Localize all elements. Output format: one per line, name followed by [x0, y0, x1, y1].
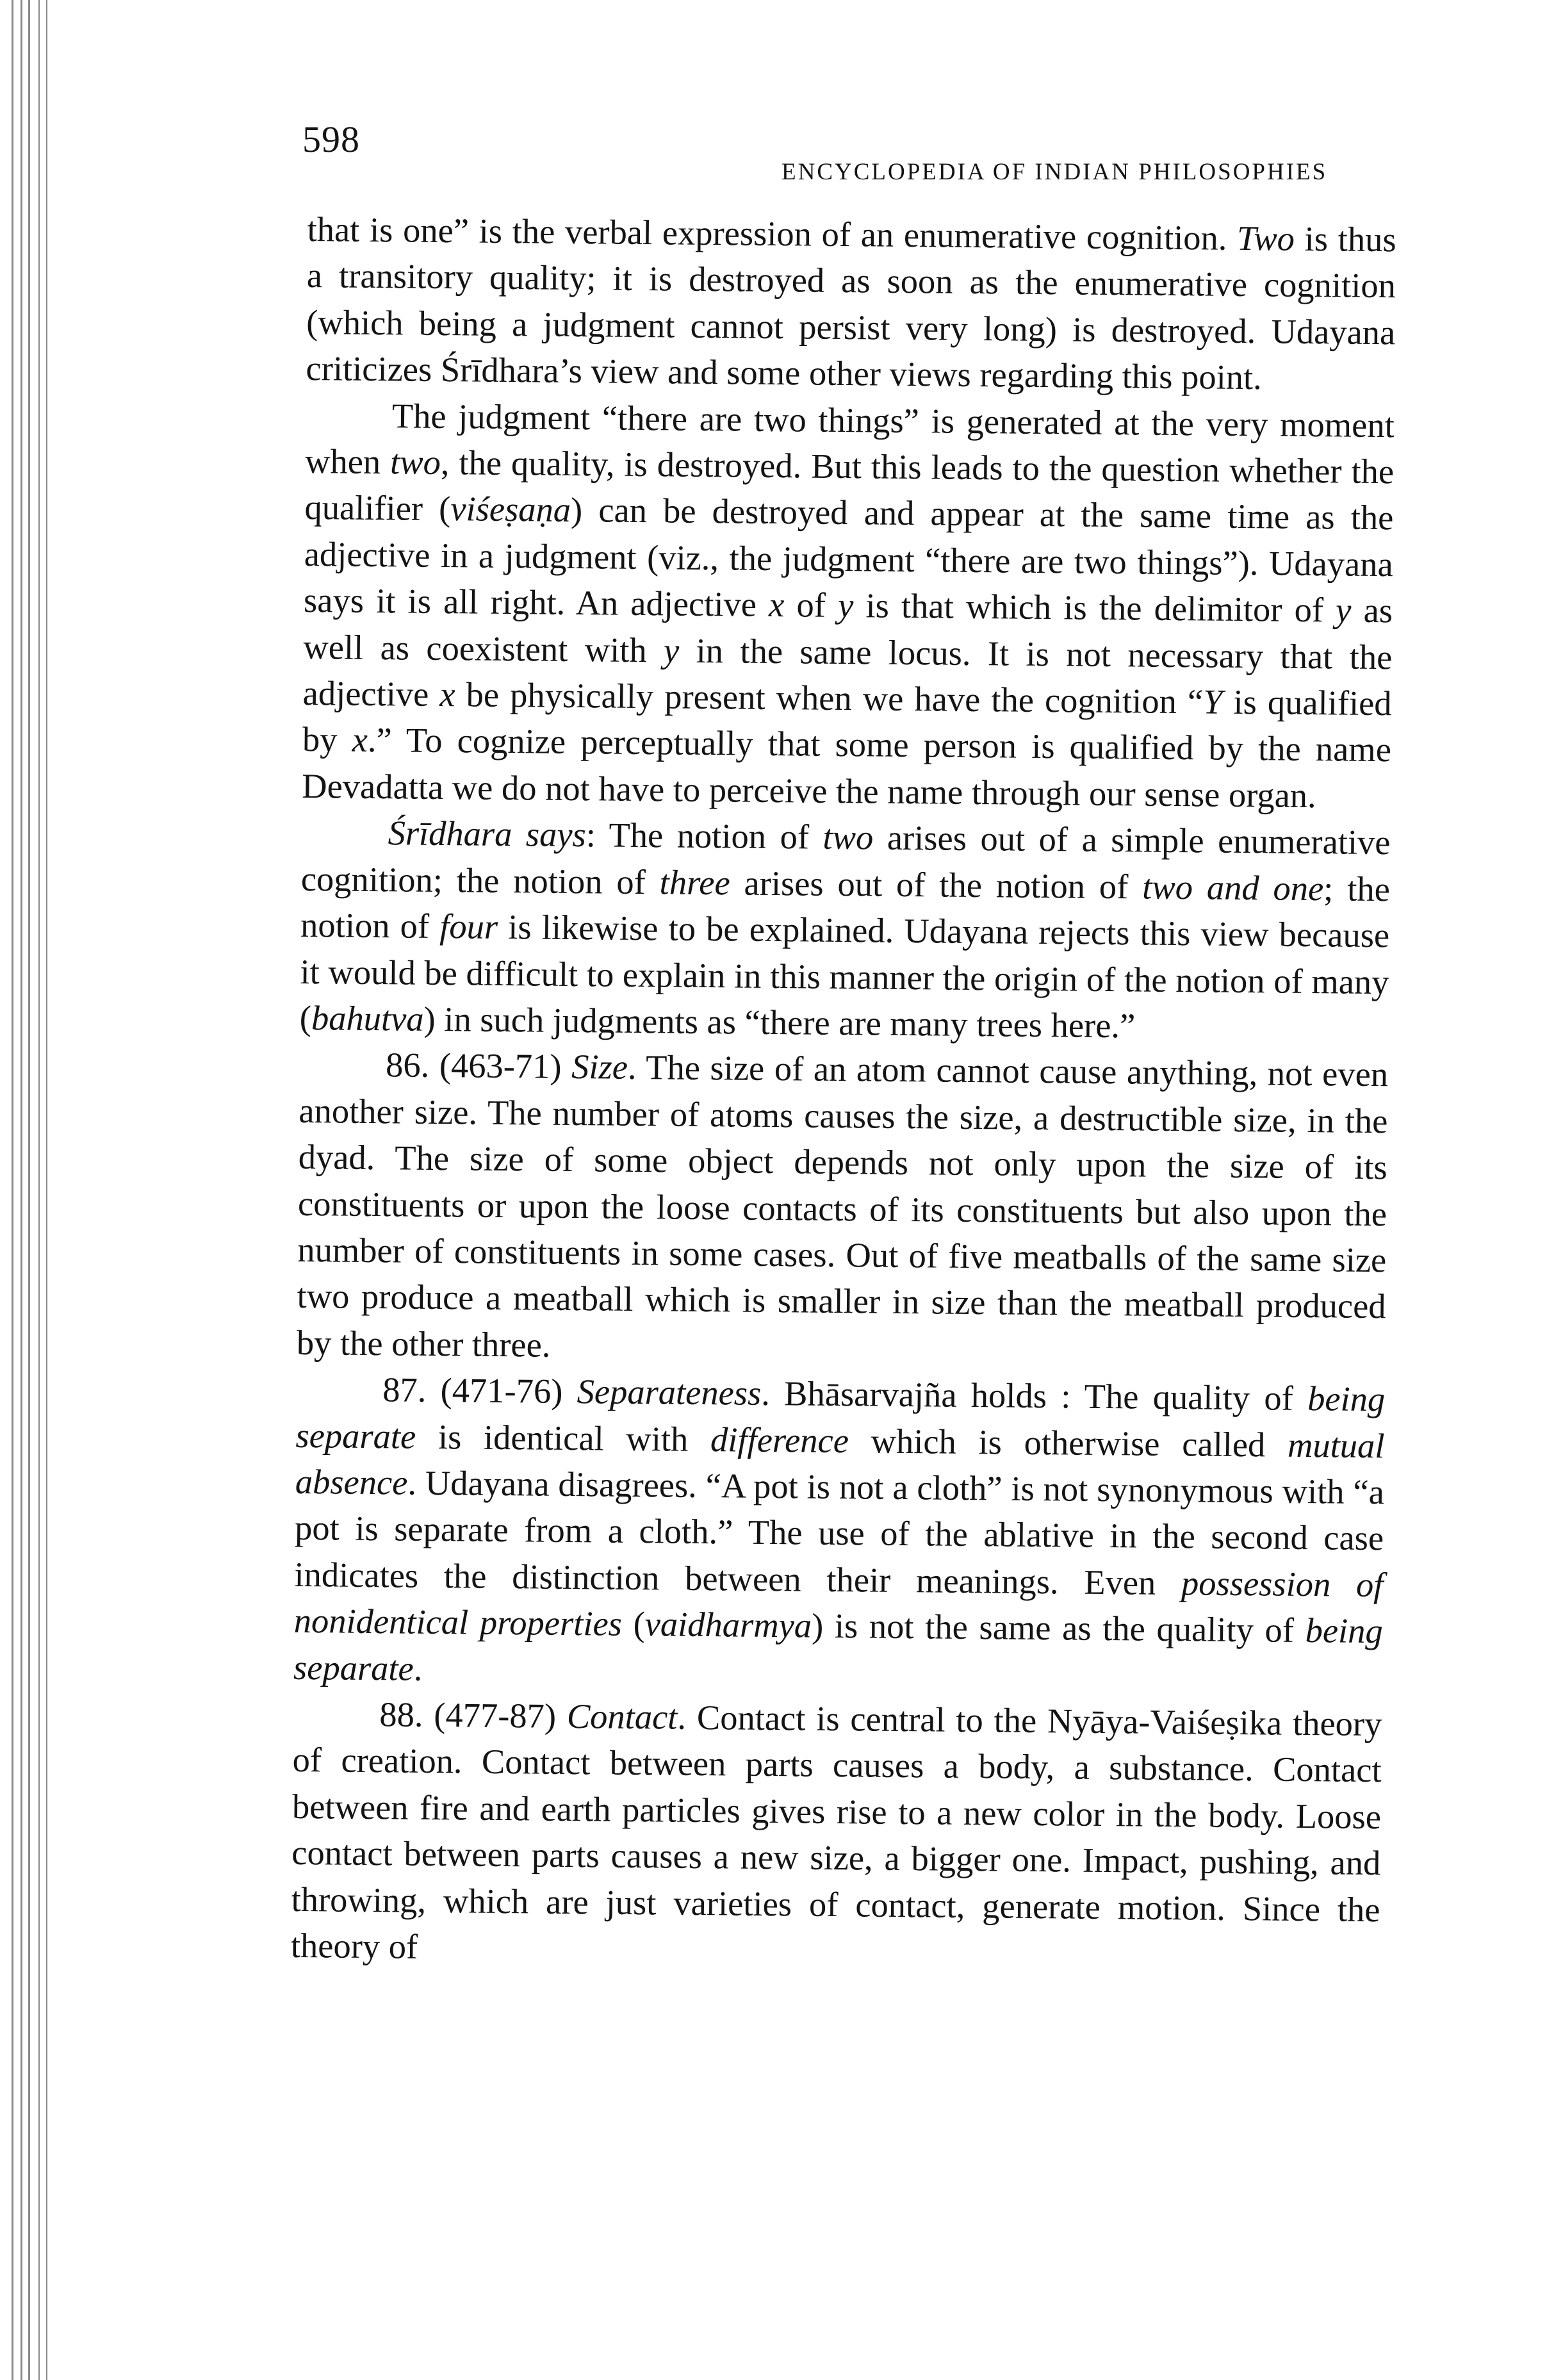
binding-edge-line [28, 0, 30, 2380]
text-run: 88. (477-87) [379, 1695, 568, 1736]
paragraph [297, 1041, 1389, 1376]
page-number: 598 [302, 119, 360, 160]
italic-run: viśeṣaṇa [450, 489, 571, 530]
text-run: ) is not the same as the quality of [811, 1605, 1305, 1650]
italic-run: Contact [566, 1696, 678, 1737]
text-run: ) in such judgments as “there are many trees here.” [423, 999, 1136, 1046]
text-run: 86. (463-71) [385, 1045, 572, 1087]
text-run: as well as coexistent with [303, 590, 1393, 670]
paragraph [291, 1691, 1382, 1980]
italic-run: x [439, 675, 455, 714]
text-run: . Udayana disagrees. “A pot is not a cloth” is not synonymous with “a pot is separate from a cloth.” The use of the ablative in the second case indicates the distinction between their meanings. Even [294, 1463, 1385, 1602]
italic-run: four [439, 907, 498, 946]
italic-run: vaidharmya [644, 1604, 812, 1645]
italic-run: being separate [295, 1379, 1386, 1456]
italic-run: Śrīdhara says [388, 813, 587, 855]
binding-edge-line [12, 0, 13, 2380]
text-run: , the quality, is destroyed. But this leads to the question whether the qualifier ( [304, 443, 1395, 529]
italic-run: two [822, 817, 874, 857]
text-run: ) can be destroyed and appear at the same time as the adjective in a judgment (viz., the judgment “there are two things”). Udayana says it is all right. An adjective [303, 490, 1394, 625]
italic-run: x [768, 585, 785, 625]
text-run: is identical with [415, 1416, 711, 1459]
italic-run: y [1335, 590, 1352, 630]
text-run: . Contact is central to the Nyāya-Vaiśeṣika theory of creation. Contact between parts causes a body, a substance. Contact between fire and earth particles gives rise to a new color in the body. Loose contact between parts causes a new size, a bigger one. Impact, pushing, and throwing, which are just varieties of contact, generate motion. Since the theory of [290, 1697, 1382, 1966]
text-run: : The notion of [585, 815, 823, 857]
running-head: ENCYCLOPEDIA OF INDIAN PHILOSOPHIES [782, 159, 1328, 185]
text-run: is thus a transitory quality; it is destroyed as soon as the enumerative cognition (which being a judgment cannot persist very long) is destroyed. Udayana criticizes Śrīdhara’s view and some other views regarding this point. [306, 218, 1396, 397]
italic-run: two [389, 442, 441, 482]
body-text [291, 206, 1396, 1980]
italic-run: bahutva [311, 998, 424, 1038]
italic-run: two and one [1142, 867, 1324, 908]
paragraph [299, 809, 1390, 1051]
text-run: 87. (471-76) [382, 1370, 577, 1411]
paragraph [293, 1366, 1386, 1701]
text-run: of [784, 585, 839, 625]
text-run: .” To cognize perceptually that some person is qualified by the name Devadatta we do not have to perceive the name through our sense organ. [302, 720, 1392, 816]
italic-run: Separateness [577, 1372, 762, 1413]
italic-run: three [659, 862, 730, 903]
text-run: ( [621, 1604, 646, 1644]
text-run: in the same locus. It is not necessary that the adjective [302, 630, 1393, 714]
paragraph [302, 392, 1395, 820]
italic-run: Y [1202, 682, 1223, 721]
text-run: is that which is the delimitor of [853, 586, 1336, 630]
italic-run: y [837, 586, 854, 625]
italic-run: x [352, 720, 368, 760]
italic-run: Two [1236, 218, 1295, 258]
italic-run: being separate [293, 1611, 1384, 1688]
text-run: . The size of an atom cannot cause anything, not even another size. The number of atoms causes the size, a destructible size, in the dyad. The size of some object depends not only upon the size of its constituents or upon the loose contacts of its constituents but also upon the number of constituents in some cases. Out of five meatballs of the same size two produce a meatball which is smaller in size than the meatball produced by the other three. [296, 1047, 1389, 1365]
italic-run: y [663, 630, 680, 670]
text-run: arises out of a simple enumerative cognition; the notion of [300, 817, 1391, 902]
binding-edge-line [38, 0, 40, 2380]
text-run: that is one” is the verbal expression of an enumerative cognition. [307, 209, 1238, 258]
text-run: is likewise to be explained. Udayana rejects this view because it would be difficult to explain in this manner the origin of the notion of many ( [299, 907, 1390, 1038]
italic-run: difference [710, 1419, 849, 1460]
text-run: The judgment “there are two things” is generated at the very moment when [304, 395, 1395, 482]
text-run: . Bhāsarvajña holds : The quality of [760, 1374, 1308, 1418]
binding-edge-line [46, 0, 47, 2380]
text-run: ; the notion of [300, 868, 1391, 946]
italic-run: Size [571, 1047, 628, 1087]
text-run: be physically present when we have the cognition “ [455, 675, 1204, 721]
italic-run: possession of nonidentical properties [293, 1563, 1384, 1644]
text-run: arises out of the notion of [730, 863, 1143, 907]
text-run: . [413, 1648, 423, 1688]
text-run: is qualified by [302, 682, 1392, 760]
italic-run: mutual absence [295, 1425, 1385, 1502]
paragraph [306, 206, 1396, 402]
text-run: which is otherwise called [848, 1420, 1288, 1465]
binding-edge-line [20, 0, 22, 2380]
